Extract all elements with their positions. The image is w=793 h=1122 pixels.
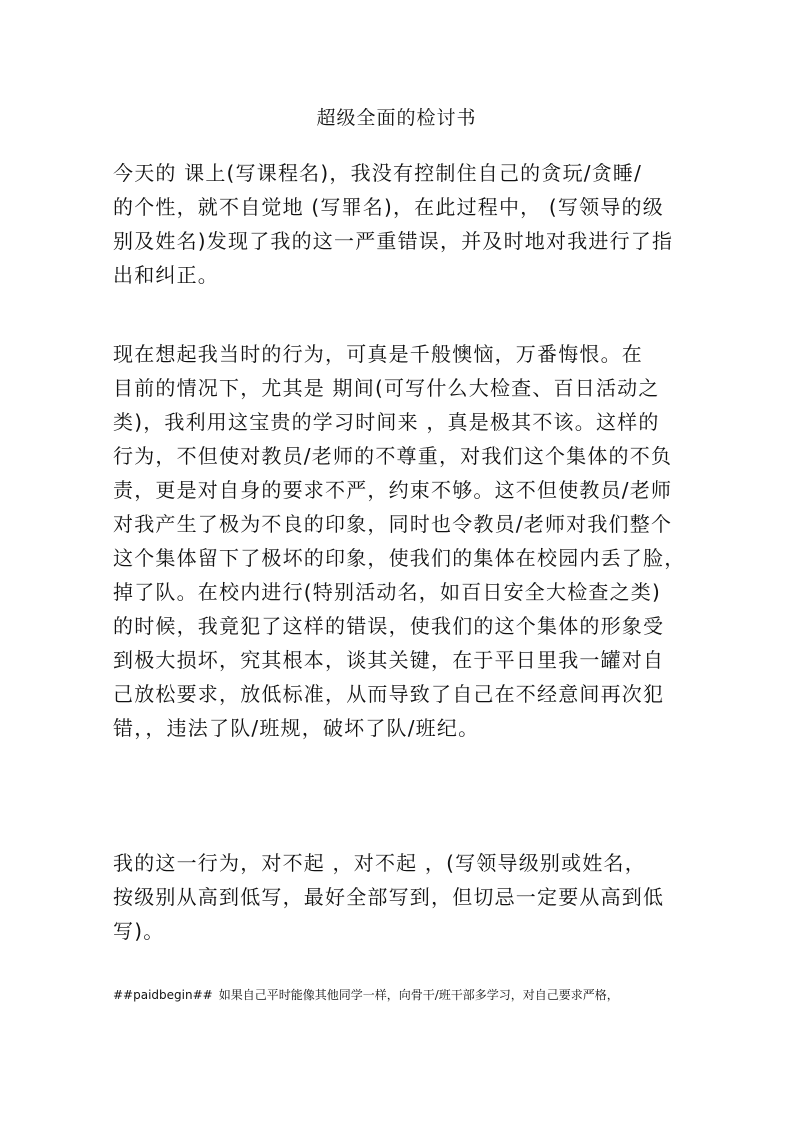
paragraph-line: 的时候，我竟犯了这样的错误，使我们的这个集体的形象受 bbox=[113, 614, 665, 638]
paragraph-line: 类)，我利用这宝贵的学习时间来 ，真是极其不该。这样的 bbox=[113, 410, 660, 434]
paragraph-line: 别及姓名)发现了我的这一严重错误，并及时地对我进行了指 bbox=[113, 229, 674, 253]
paragraph-line: 掉了队。在校内进行(特别活动名，如百日安全大检查之类) bbox=[113, 580, 662, 604]
paragraph-line: 错，，违法了队/班规，破坏了队/班纪。 bbox=[113, 716, 480, 740]
paragraph-line: 行为，不但使对教员/老师的不尊重，对我们这个集体的不负 bbox=[113, 444, 673, 468]
paragraph-line: 到极大损坏，究其根本，谈其关键，在于平日里我一罐对自 bbox=[113, 648, 665, 672]
paragraph-line: 按级别从高到低写，最好全部写到，但切忌一定要从高到低 bbox=[113, 885, 665, 909]
paragraph-line: 目前的情况下，尤其是 期间(可写什么大检查、百日活动之 bbox=[113, 376, 660, 400]
paragraph-2 bbox=[113, 337, 686, 745]
paragraph-line: 对我产生了极为不良的印象，同时也令教员/老师对我们整个 bbox=[113, 512, 673, 536]
paragraph-line: 写)。 bbox=[113, 919, 165, 943]
paragraph-line: 己放松要求，放低标准，从而导致了自己在不经意间再次犯 bbox=[113, 682, 665, 706]
paragraph-line: 责，更是对自身的要求不严，约束不够。这不但使教员/老师 bbox=[113, 478, 673, 502]
paid-begin-marker: ##paidbegin## bbox=[113, 988, 213, 1002]
paid-section-line bbox=[113, 985, 683, 1005]
paragraph-1 bbox=[113, 156, 683, 292]
paragraph-line: 的个性，就不自觉地 (写罪名)，在此过程中， (写领导的级 bbox=[113, 195, 664, 219]
paragraph-line: 现在想起我当时的行为，可真是千般懊恼，万番悔恨。在 bbox=[113, 342, 643, 366]
paid-preview-text: 如果自己平时能像其他同学一样，向骨干/班干部多学习，对自己要求严格， bbox=[218, 988, 619, 1002]
paragraph-line: 这个集体留下了极坏的印象，使我们的集体在校园内丢了脸， bbox=[113, 546, 686, 570]
paragraph-line: 我的这一行为，对不起 ，对不起 ，(写领导级别或姓名， bbox=[113, 851, 646, 875]
paragraph-3 bbox=[113, 846, 683, 948]
paragraph-line: 今天的 课上(写课程名)，我没有控制住自己的贪玩/贪睡/ bbox=[113, 161, 643, 185]
document-title: 超级全面的检讨书 bbox=[316, 107, 477, 129]
paragraph-line: 出和纠正。 bbox=[113, 263, 219, 287]
